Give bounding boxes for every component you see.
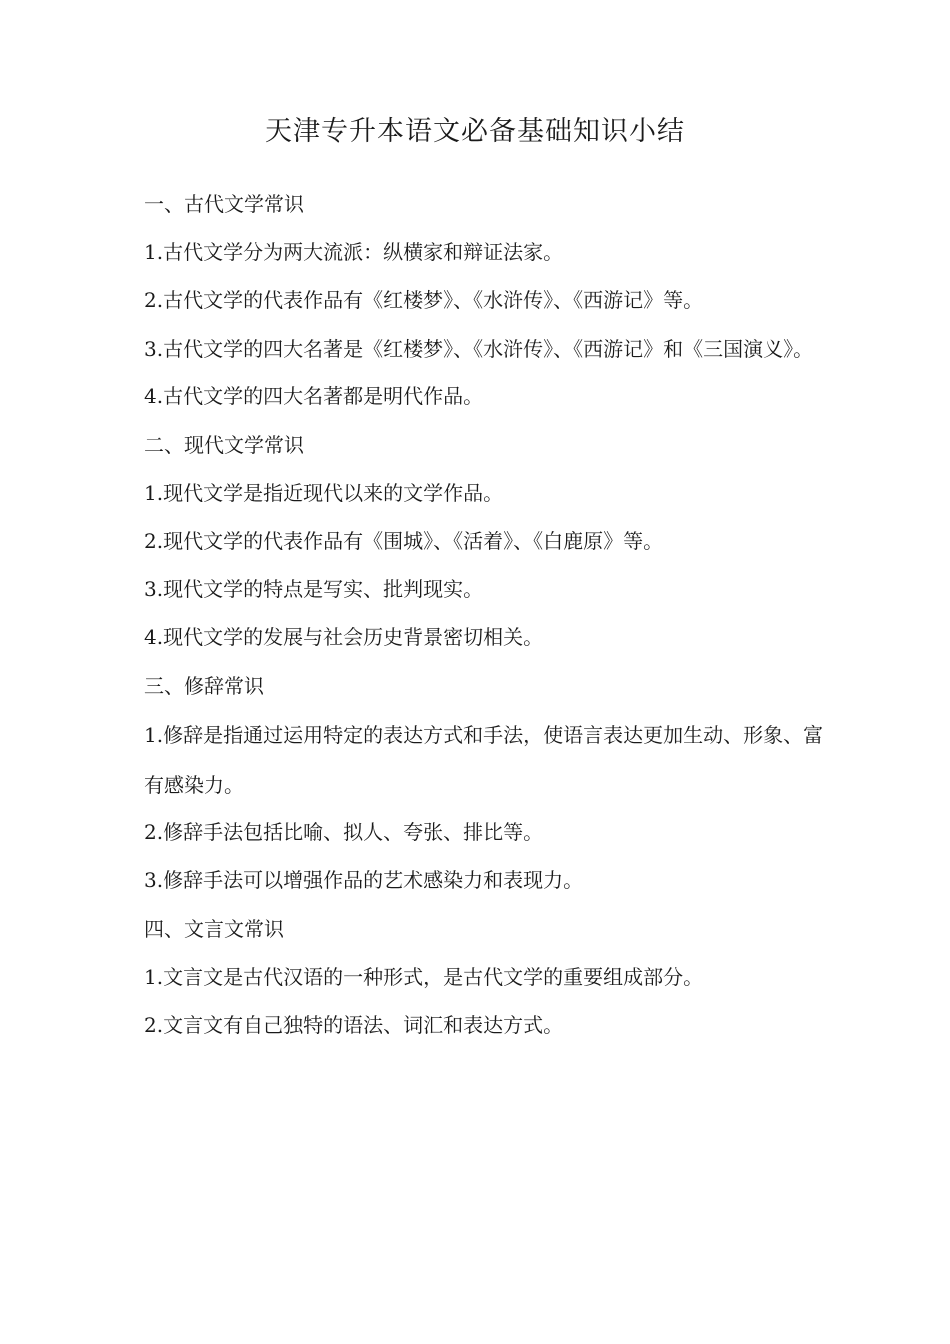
section-heading: 三、修辞常识 [144,674,264,698]
item-text: 2.修辞手法包括比喻、拟人、夸张、排比等。 [144,820,544,844]
item-text: 3.古代文学的四大名著是《红楼梦》、《水浒传》、《西游记》和《三国演义》。 [144,337,814,361]
list-item [144,820,834,845]
section-heading: 二、现代文学常识 [144,433,304,457]
item-text: 2.现代文学的代表作品有《围城》、《活着》、《白鹿原》等。 [144,529,664,553]
item-text: 4.现代文学的发展与社会历史背景密切相关。 [144,625,544,649]
list-item [144,240,834,265]
list-item [144,965,834,990]
list-item [144,625,834,650]
section-modern-literature [144,433,834,650]
section-classical-chinese [144,917,834,1038]
section-heading: 四、文言文常识 [144,917,284,941]
item-text: 1.修辞是指通过运用特定的表达方式和手法，使语言表达更加生动、形象、富有感染力。 [144,723,824,797]
item-text: 1.古代文学分为两大流派：纵横家和辩证法家。 [144,240,564,264]
item-text: 1.文言文是古代汉语的一种形式，是古代文学的重要组成部分。 [144,965,704,989]
document-title: 天津专升本语文必备基础知识小结 [265,116,685,147]
section-heading: 一、古代文学常识 [144,192,304,216]
list-item [144,324,834,374]
item-text: 4.古代文学的四大名著都是明代作品。 [144,384,484,408]
list-item [144,710,834,810]
item-text: 3.现代文学的特点是写实、批判现实。 [144,577,484,601]
list-item [144,288,834,313]
list-item [144,384,834,409]
list-item [144,868,834,893]
item-text: 2.古代文学的代表作品有《红楼梦》、《水浒传》、《西游记》等。 [144,288,704,312]
document-body [144,192,834,1062]
list-item [144,1013,834,1038]
item-text: 1.现代文学是指近现代以来的文学作品。 [144,481,504,505]
section-ancient-literature [144,192,834,409]
section-rhetoric [144,674,834,893]
list-item [144,529,834,554]
item-text: 2.文言文有自己独特的语法、词汇和表达方式。 [144,1013,564,1037]
list-item [144,577,834,602]
item-text: 3.修辞手法可以增强作品的艺术感染力和表现力。 [144,868,584,892]
list-item [144,481,834,506]
